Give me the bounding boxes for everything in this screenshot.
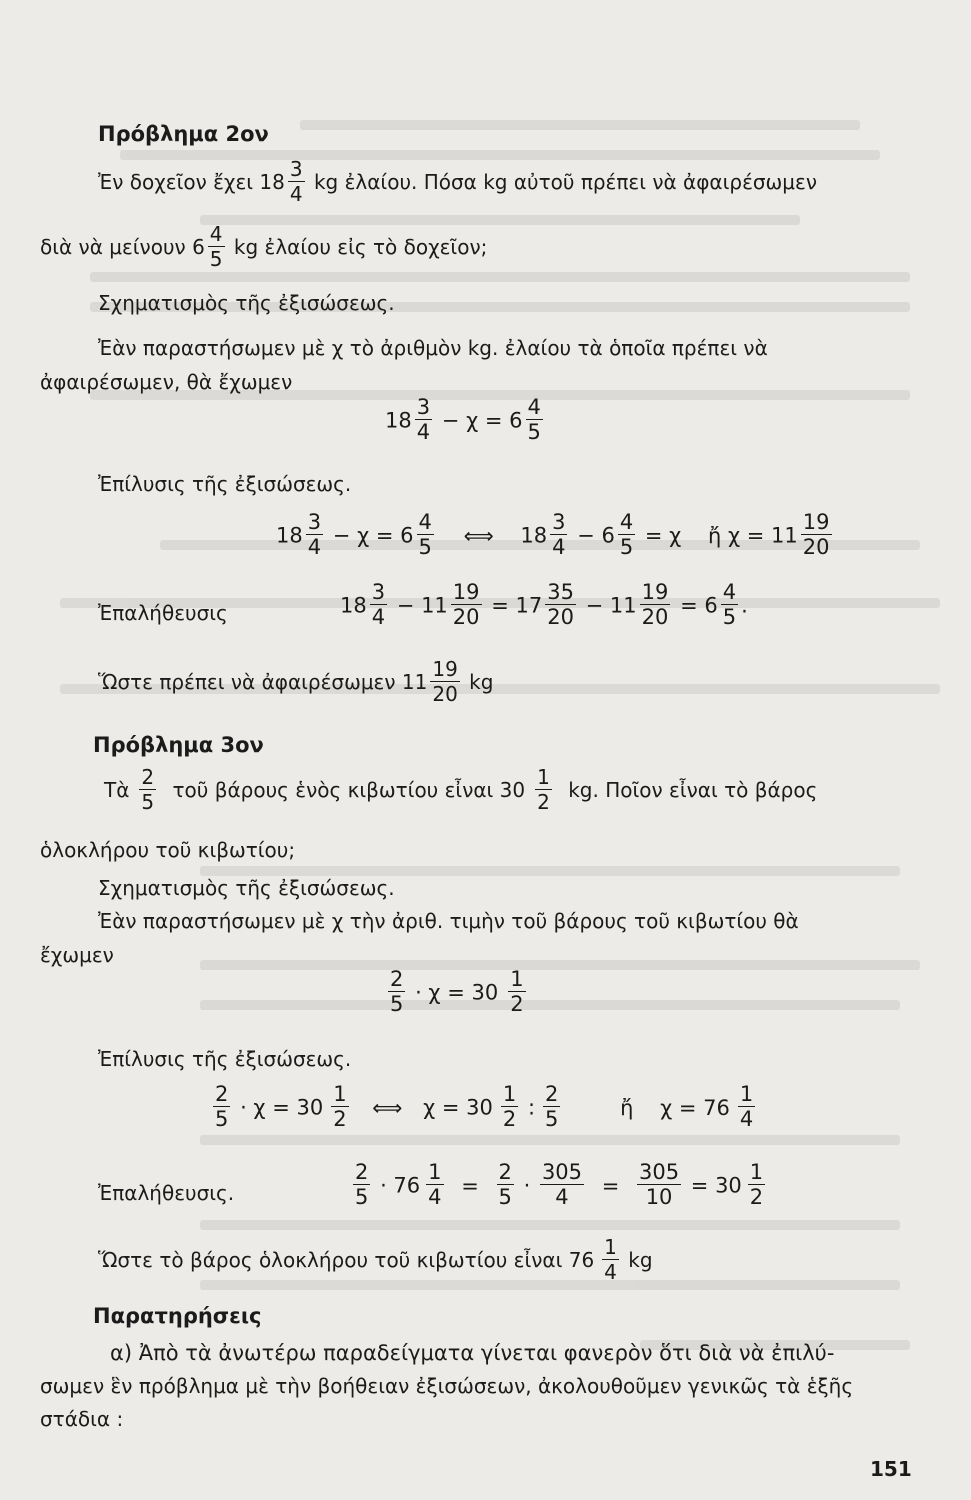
problem2-conclusion: Ὥστε πρέπει νὰ ἀφαιρέσωμεν 11 $\frac{19}{20}$ kg — [98, 657, 494, 706]
p2-stmt-a: Ἐν δοχεῖον ἔχει 18 — [98, 170, 285, 194]
p2-stmt-c: διὰ νὰ μείνουν 6 — [40, 235, 205, 259]
problem3-formation: Σχηματισμὸς τῆς ἐξισώσεως. — [98, 876, 395, 900]
p2-stmt-d: kg ἐλαίου εἰς τὸ δοχεῖον; — [233, 235, 488, 259]
fraction-3-4: $\frac{3}{4}$ — [289, 157, 303, 206]
problem2-formation: Σχηματισμὸς τῆς ἐξισώσεως. — [98, 291, 395, 315]
problem2-let-line1: Ἐὰν παραστήσωμεν μὲ χ τὸ ἀριθμὸν kg. ἐλαίου τὰ ὁποῖα πρέπει νὰ — [98, 336, 768, 360]
problem3-title: Πρόβλημα 3ον — [93, 733, 264, 757]
remarks-title: Παρατηρήσεις — [93, 1304, 262, 1328]
fraction-4-5: $\frac{4}{5}$ — [527, 395, 541, 444]
problem3-equation: $\frac{2}{5}$ · χ = 30 $\frac{1}{2}$ — [390, 967, 524, 1016]
problem2-title: Πρόβλημα 2ον — [98, 122, 269, 146]
problem3-verification-equation: $\frac{2}{5}$ · 76 $\frac{1}{4}$ = $\frac{2}{5}$ · $\frac{305}{4}$ = $\frac{305}{10}$ = 30 $\frac{1}{2}$ — [355, 1160, 764, 1209]
page-number: 151 — [870, 1457, 912, 1481]
problem3-let-line2: ἔχωμεν — [40, 943, 114, 967]
problem2-solution-equation: 18 $\frac{3}{4}$ − χ = 6 $\frac{4}{5}$ ⟺ 18 $\frac{3}{4}$ − 6 $\frac{4}{5}$ = χ ἤ χ = 11 $\frac{19}{20}$ — [276, 510, 830, 559]
remarks-line2: σωμεν ἓν πρόβλημα μὲ τὴν βοήθειαν ἐξισώσεων, ἀκολουθοῦμεν γενικῶς τὰ ἑξῆς — [40, 1374, 854, 1398]
problem2-statement-line1 — [98, 157, 818, 207]
problem3-statement-line2: ὁλοκλήρου τοῦ κιβωτίου; — [40, 838, 296, 862]
problem3-conclusion: Ὥστε τὸ βάρος ὁλοκλήρου τοῦ κιβωτίου εἶναι 76 $\frac{1}{4}$ kg — [98, 1235, 653, 1284]
equivalence-arrow: ⟺ — [463, 523, 494, 548]
problem2-equation: 18 $\frac{3}{4}$ − χ = 6 $\frac{4}{5}$ — [385, 395, 541, 444]
remarks-line3: στάδια : — [40, 1407, 124, 1431]
problem2-verification-label: Ἐπαλήθευσις — [98, 601, 228, 625]
problem3-verification-label: Ἐπαλήθευσις. — [98, 1181, 235, 1205]
problem2-let-line2: ἀφαιρέσωμεν, θὰ ἔχωμεν — [40, 370, 293, 394]
p2-stmt-b: kg ἐλαίου. Πόσα kg αὐτοῦ πρέπει νὰ ἀφαιρέσωμεν — [313, 170, 818, 194]
problem3-let-line1: Ἐὰν παραστήσωμεν μὲ χ τὴν ἀριθ. τιμὴν τοῦ βάρους τοῦ κιβωτίου θὰ — [98, 909, 799, 933]
problem3-solution-heading: Ἐπίλυσις τῆς ἐξισώσεως. — [98, 1047, 352, 1071]
problem2-verification-equation: 18 $\frac{3}{4}$ − 11 $\frac{19}{20}$ = 17 $\frac{35}{20}$ − 11 $\frac{19}{20}$ = 6 $\frac{4}{5}$ . — [340, 580, 748, 629]
problem3-solution-equation: $\frac{2}{5}$ · χ = 30 $\frac{1}{2}$ ⟺ χ = 30 $\frac{1}{2}$ : $\frac{2}{5}$ ἤ χ = 76 $\frac{1}{4}$ — [215, 1082, 754, 1131]
fraction-4-5: $\frac{4}{5}$ — [209, 222, 223, 271]
fraction-3-4: $\frac{3}{4}$ — [416, 395, 431, 444]
problem3-statement-line1: Τὰ $\frac{2}{5}$ τοῦ βάρους ἑνὸς κιβωτίου εἶναι 30 $\frac{1}{2}$ kg. Ποῖον εἶναι τὸ βάρος — [104, 765, 818, 814]
problem2-statement-line2 — [40, 222, 488, 272]
remarks-line1: α) Ἀπὸ τὰ ἀνωτέρω παραδείγματα γίνεται φανερὸν ὅτι διὰ νὰ ἐπιλύ- — [110, 1341, 835, 1365]
problem2-solution-heading: Ἐπίλυσις τῆς ἐξισώσεως. — [98, 472, 352, 496]
